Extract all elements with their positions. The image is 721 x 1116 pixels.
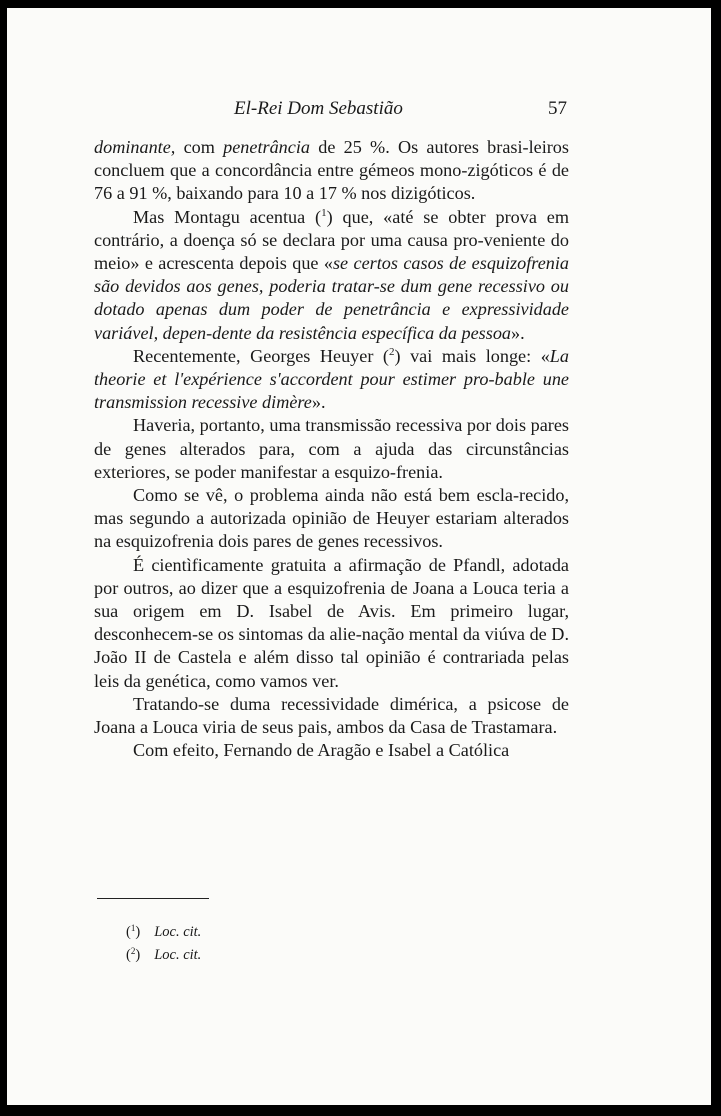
- footnote-2: [126, 942, 201, 965]
- text-run: Mas Montagu acentua (: [133, 206, 322, 227]
- footnote-ref: 2: [389, 345, 395, 358]
- paragraph-3: [94, 345, 569, 415]
- paragraph-1: [94, 136, 569, 206]
- footnote-close: ): [135, 947, 141, 963]
- footnote-mark: 2: [130, 946, 136, 956]
- paragraph-8: Com efeito, Fernando de Aragão e Isabel a Católica: [133, 740, 510, 761]
- paragraph-7: Tratando-se duma recessividade dimérica, a psicose de Joana a Louca viria de seus pais, ambos da Casa de Trastamara.: [94, 693, 569, 738]
- footnote-close: ): [135, 924, 141, 940]
- page-number: 57: [548, 98, 567, 119]
- running-title: El-Rei Dom Sebastião: [234, 98, 403, 119]
- italic-term: dominante,: [94, 137, 176, 157]
- text-run: de 25 %. Os autores brasi-leiros concluem que a concordância entre gémeos mono-zigóticos é de 76 a 91 %, baixando para 10 a 17 % nos dizigóticos.: [94, 137, 569, 204]
- text-run: ) que, «até se obter prova em contrário, a doença só se declara por uma causa pro-veniente do meio» e acrescenta depois que «: [94, 206, 569, 274]
- body-text: [94, 136, 569, 762]
- text-run: Recentemente, Georges Heuyer (: [133, 345, 389, 366]
- footnote-mark: 1: [130, 923, 136, 933]
- book-page: [7, 8, 711, 1105]
- italic-term: penetrância: [223, 137, 310, 157]
- paragraph-2: [94, 206, 569, 345]
- text-run: com: [175, 137, 224, 157]
- footnote-text: Loc. cit.: [154, 947, 202, 963]
- footnote-text: Loc. cit.: [154, 924, 202, 940]
- footnotes: [126, 919, 201, 965]
- footnote-rule: [97, 898, 209, 899]
- footnote-1: [126, 919, 201, 942]
- paragraph-6: É cientìficamente gratuita a afirmação de Pfandl, adotada por outros, ao dizer que a esquizofrenia de Joana a Louca teria a sua origem em D. Isabel de Avis. Em primeiro lugar, desconhecem-se os sintomas da alie-nação mental da viúva de D. João II de Castela e além disso tal opinião é contrariada pelas leis da genética, como vamos ver.: [94, 554, 569, 691]
- running-head: [94, 98, 567, 120]
- footnote-ref: 1: [321, 206, 327, 219]
- text-run: ».: [511, 322, 525, 343]
- paragraph-4: Haveria, portanto, uma transmissão recessiva por dois pares de genes alterados para, com a ajuda das circunstâncias exteriores, se poder manifestar a esquizo-frenia.: [94, 415, 569, 482]
- text-run: ».: [311, 392, 326, 413]
- italic-quote: La theorie et l'expérience s'accordent pour estimer pro-bable une transmission recessive dimère: [94, 345, 570, 413]
- paragraph-5: Como se vê, o problema ainda não está bem escla-recido, mas segundo a autorizada opinião de Heuyer estariam alterados na esquizofrenia dois pares de genes recessivos.: [94, 485, 569, 552]
- footnote-open: (: [126, 947, 131, 963]
- text-run: ) vai mais longe: «: [394, 345, 550, 366]
- footnote-open: (: [126, 924, 131, 940]
- italic-quote: se certos casos de esquizofrenia são devidos aos genes, poderia tratar-se dum gene recessivo ou dotado apenas dum poder de penetrância e expressividade variável, depen-dente da resistência específica da pessoa: [94, 253, 570, 343]
